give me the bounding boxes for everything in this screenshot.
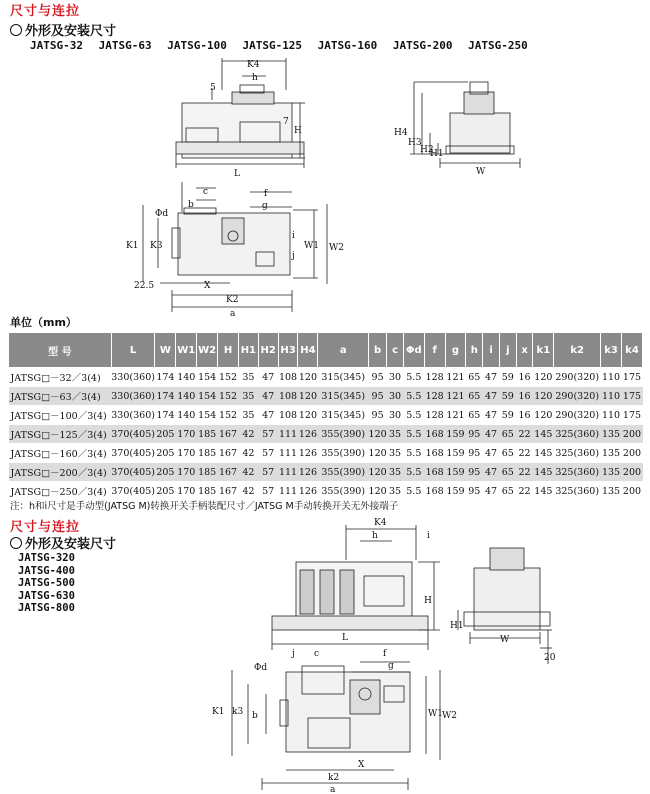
value-cell: 47 <box>483 368 500 387</box>
value-cell: 126 <box>298 482 318 501</box>
dim-label: k2 <box>328 773 340 783</box>
column-header: k4 <box>621 333 642 368</box>
value-cell: 290(320) <box>554 368 601 387</box>
dim-label: L <box>234 169 240 179</box>
value-cell: 95 <box>369 406 387 425</box>
table-row <box>9 425 643 444</box>
column-header: x <box>516 333 533 368</box>
value-cell: 111 <box>278 444 298 463</box>
dim-label: K2 <box>226 295 239 305</box>
value-cell: 205 <box>155 463 176 482</box>
value-cell: 30 <box>387 387 404 406</box>
value-cell: 205 <box>155 482 176 501</box>
value-cell: 120 <box>369 425 387 444</box>
section1-subtitle-text: 外形及安装尺寸 <box>25 24 117 39</box>
value-cell: 16 <box>516 368 533 387</box>
dim-label: H1 <box>430 149 444 159</box>
model-name: JATSG-125 <box>242 39 303 52</box>
value-cell: 120 <box>298 406 318 425</box>
value-cell: 159 <box>445 444 466 463</box>
value-cell: 16 <box>516 387 533 406</box>
value-cell: 175 <box>621 406 642 425</box>
value-cell: 167 <box>218 463 239 482</box>
column-header: L <box>111 333 155 368</box>
value-cell: 145 <box>533 482 554 501</box>
value-cell: 145 <box>533 444 554 463</box>
dim-label: i <box>292 231 295 241</box>
value-cell: 200 <box>621 444 642 463</box>
value-cell: 35 <box>238 368 258 387</box>
dim-label: H3 <box>408 138 422 148</box>
value-cell: 128 <box>424 406 445 425</box>
dim-label: a <box>230 309 236 319</box>
value-cell: 159 <box>445 463 466 482</box>
value-cell: 110 <box>601 368 622 387</box>
value-cell: 59 <box>499 387 516 406</box>
model-cell: JATSG□－63／3(4) <box>9 387 112 406</box>
value-cell: 47 <box>483 482 500 501</box>
value-cell: 95 <box>466 482 483 501</box>
value-cell: 290(320) <box>554 406 601 425</box>
value-cell: 325(360) <box>554 463 601 482</box>
value-cell: 65 <box>466 387 483 406</box>
value-cell: 5.5 <box>403 368 424 387</box>
value-cell: 95 <box>369 387 387 406</box>
value-cell: 140 <box>176 406 197 425</box>
value-cell: 47 <box>483 463 500 482</box>
value-cell: 140 <box>176 368 197 387</box>
value-cell: 47 <box>258 368 278 387</box>
value-cell: 135 <box>601 482 622 501</box>
circle-bullet-icon <box>10 537 22 549</box>
value-cell: 205 <box>155 444 176 463</box>
value-cell: 152 <box>218 368 239 387</box>
value-cell: 355(390) <box>318 482 369 501</box>
value-cell: 325(360) <box>554 425 601 444</box>
model-cell: JATSG□－200／3(4) <box>9 463 112 482</box>
value-cell: 330(360) <box>111 368 155 387</box>
value-cell: 95 <box>369 368 387 387</box>
column-header: H <box>218 333 239 368</box>
value-cell: 126 <box>298 463 318 482</box>
value-cell: 185 <box>197 425 218 444</box>
value-cell: 47 <box>483 387 500 406</box>
value-cell: 108 <box>278 406 298 425</box>
value-cell: 140 <box>176 387 197 406</box>
value-cell: 315(345) <box>318 368 369 387</box>
value-cell: 168 <box>424 463 445 482</box>
value-cell: 168 <box>424 425 445 444</box>
value-cell: 35 <box>238 387 258 406</box>
value-cell: 5.5 <box>403 425 424 444</box>
value-cell: 95 <box>466 425 483 444</box>
value-cell: 170 <box>176 444 197 463</box>
dim-label: f <box>264 189 268 199</box>
value-cell: 47 <box>483 406 500 425</box>
value-cell: 128 <box>424 387 445 406</box>
model-name: JATSG-100 <box>167 39 227 52</box>
value-cell: 110 <box>601 387 622 406</box>
value-cell: 330(360) <box>111 406 155 425</box>
value-cell: 111 <box>278 463 298 482</box>
dim-label: W1 <box>428 709 443 719</box>
model-name: JATSG-800 <box>18 602 75 614</box>
column-header: f <box>424 333 445 368</box>
column-header: W1 <box>176 333 197 368</box>
value-cell: 121 <box>445 368 466 387</box>
side-view-small <box>410 82 520 168</box>
value-cell: 170 <box>176 463 197 482</box>
table-note: 注：h和i尺寸是手动型(JATSG M)转换开关手柄装配尺寸／JATSG M手动转换开关无外接端子 <box>10 501 399 512</box>
value-cell: 120 <box>533 387 554 406</box>
dim-label: b <box>188 200 194 210</box>
plan-view-large <box>232 662 440 790</box>
value-cell: 30 <box>387 406 404 425</box>
model-cell: JATSG□－250／3(4) <box>9 482 112 501</box>
value-cell: 185 <box>197 463 218 482</box>
dim-label: W2 <box>329 243 344 253</box>
value-cell: 370(405) <box>111 425 155 444</box>
value-cell: 152 <box>218 406 239 425</box>
value-cell: 120 <box>533 406 554 425</box>
dim-label: K4 <box>247 60 260 70</box>
value-cell: 370(405) <box>111 444 155 463</box>
value-cell: 168 <box>424 444 445 463</box>
dim-label: Φd <box>254 663 268 673</box>
value-cell: 205 <box>155 425 176 444</box>
value-cell: 111 <box>278 482 298 501</box>
model-cell: JATSG□－32／3(4) <box>9 368 112 387</box>
value-cell: 57 <box>258 463 278 482</box>
value-cell: 185 <box>197 444 218 463</box>
column-header: H2 <box>258 333 278 368</box>
dim-label: W1 <box>304 241 319 251</box>
model-name: JATSG-500 <box>18 577 75 589</box>
table-header-row <box>9 333 643 368</box>
dim-label: K1 <box>126 241 139 251</box>
dim-label: W2 <box>442 711 457 721</box>
value-cell: 355(390) <box>318 425 369 444</box>
value-cell: 200 <box>621 425 642 444</box>
value-cell: 121 <box>445 387 466 406</box>
value-cell: 95 <box>466 463 483 482</box>
dim-label: h <box>252 73 258 83</box>
section2-subtitle <box>10 533 116 552</box>
value-cell: 57 <box>258 425 278 444</box>
value-cell: 120 <box>369 444 387 463</box>
column-header: g <box>445 333 466 368</box>
value-cell: 42 <box>238 463 258 482</box>
value-cell: 154 <box>197 387 218 406</box>
value-cell: 154 <box>197 406 218 425</box>
table-row <box>9 406 643 425</box>
value-cell: 59 <box>499 368 516 387</box>
column-header: k3 <box>601 333 622 368</box>
value-cell: 57 <box>258 444 278 463</box>
value-cell: 65 <box>499 444 516 463</box>
value-cell: 57 <box>258 482 278 501</box>
dim-label: j <box>292 649 295 659</box>
dim-label: i <box>427 531 430 541</box>
value-cell: 5.5 <box>403 406 424 425</box>
section2-subtitle-text: 外形及安装尺寸 <box>25 537 117 552</box>
column-header: k1 <box>533 333 554 368</box>
value-cell: 120 <box>298 387 318 406</box>
value-cell: 22 <box>516 463 533 482</box>
value-cell: 170 <box>176 482 197 501</box>
value-cell: 42 <box>238 482 258 501</box>
value-cell: 42 <box>238 444 258 463</box>
column-header: H1 <box>238 333 258 368</box>
column-header: b <box>369 333 387 368</box>
model-name: JATSG-630 <box>18 589 75 602</box>
value-cell: 47 <box>483 444 500 463</box>
value-cell: 47 <box>258 406 278 425</box>
dim-label: k3 <box>232 707 244 717</box>
dim-label: W <box>476 167 486 177</box>
value-cell: 65 <box>466 406 483 425</box>
value-cell: 121 <box>445 406 466 425</box>
dim-label: g <box>388 661 394 671</box>
value-cell: 135 <box>601 425 622 444</box>
dim-label: L <box>342 633 348 643</box>
dim-label: h <box>372 531 378 541</box>
column-header: H4 <box>298 333 318 368</box>
dim-label: X <box>204 281 211 291</box>
table-row <box>9 387 643 406</box>
value-cell: 175 <box>621 368 642 387</box>
value-cell: 65 <box>499 425 516 444</box>
value-cell: 111 <box>278 425 298 444</box>
value-cell: 35 <box>387 425 404 444</box>
dim-label: K3 <box>150 241 163 251</box>
dim-label: H <box>294 126 302 136</box>
value-cell: 35 <box>238 406 258 425</box>
column-header: i <box>483 333 500 368</box>
dim-label: 5 <box>210 83 216 93</box>
value-cell: 65 <box>499 463 516 482</box>
column-header: Φd <box>403 333 424 368</box>
dim-label: a <box>330 785 336 794</box>
dim-label: 22.5 <box>134 281 155 291</box>
dim-label: H2 <box>420 145 434 155</box>
value-cell: 22 <box>516 482 533 501</box>
value-cell: 290(320) <box>554 387 601 406</box>
model-name: JATSG-250 <box>468 39 528 52</box>
value-cell: 355(390) <box>318 444 369 463</box>
value-cell: 30 <box>387 368 404 387</box>
dim-label: K1 <box>212 707 225 717</box>
value-cell: 167 <box>218 444 239 463</box>
value-cell: 315(345) <box>318 406 369 425</box>
dim-label: H <box>424 596 432 606</box>
value-cell: 35 <box>387 482 404 501</box>
section2-title: 尺寸与连拉 <box>10 520 81 535</box>
value-cell: 325(360) <box>554 482 601 501</box>
value-cell: 5.5 <box>403 444 424 463</box>
value-cell: 167 <box>218 482 239 501</box>
value-cell: 22 <box>516 444 533 463</box>
value-cell: 355(390) <box>318 463 369 482</box>
table-row <box>9 368 643 387</box>
dim-label: 20 <box>544 653 556 663</box>
value-cell: 330(360) <box>111 387 155 406</box>
column-header: a <box>318 333 369 368</box>
front-view-large <box>272 525 440 650</box>
column-header: W <box>155 333 176 368</box>
dim-label: K4 <box>374 518 387 528</box>
dim-label: Φd <box>155 209 169 219</box>
column-header: W2 <box>197 333 218 368</box>
spec-table <box>8 332 643 501</box>
value-cell: 128 <box>424 368 445 387</box>
table-row <box>9 444 643 463</box>
value-cell: 108 <box>278 387 298 406</box>
value-cell: 22 <box>516 425 533 444</box>
model-cell: JATSG□－125／3(4) <box>9 425 112 444</box>
value-cell: 145 <box>533 425 554 444</box>
dim-label: c <box>203 187 209 197</box>
unit-label: 单位（mm） <box>10 316 77 329</box>
model-cell: JATSG□－160／3(4) <box>9 444 112 463</box>
value-cell: 5.5 <box>403 387 424 406</box>
dim-label: H1 <box>450 621 464 631</box>
value-cell: 42 <box>238 425 258 444</box>
model-cell: JATSG□－100／3(4) <box>9 406 112 425</box>
value-cell: 159 <box>445 482 466 501</box>
plan-view-small <box>143 182 327 312</box>
front-view-small <box>176 58 305 168</box>
value-cell: 175 <box>621 387 642 406</box>
value-cell: 35 <box>387 463 404 482</box>
dim-label: g <box>262 201 268 211</box>
dim-label: 7 <box>283 117 289 127</box>
value-cell: 65 <box>499 482 516 501</box>
side-view-large <box>458 548 552 664</box>
dim-label: X <box>358 760 365 770</box>
value-cell: 65 <box>466 368 483 387</box>
value-cell: 200 <box>621 482 642 501</box>
value-cell: 120 <box>369 463 387 482</box>
value-cell: 135 <box>601 444 622 463</box>
dim-label: W <box>500 635 510 645</box>
model-name: JATSG-32 <box>30 39 83 52</box>
value-cell: 59 <box>499 406 516 425</box>
value-cell: 135 <box>601 463 622 482</box>
column-header: h <box>466 333 483 368</box>
value-cell: 174 <box>155 387 176 406</box>
dim-label: f <box>383 649 387 659</box>
section1-title: 尺寸与连拉 <box>10 4 81 19</box>
value-cell: 5.5 <box>403 463 424 482</box>
section2-model-list <box>18 552 75 615</box>
model-name: JATSG-200 <box>392 39 453 52</box>
value-cell: 47 <box>483 425 500 444</box>
column-header: j <box>499 333 516 368</box>
dim-label: b <box>252 711 258 721</box>
model-name: JATSG-400 <box>18 564 75 577</box>
dim-label: H4 <box>394 128 408 138</box>
value-cell: 35 <box>387 444 404 463</box>
value-cell: 154 <box>197 368 218 387</box>
value-cell: 126 <box>298 444 318 463</box>
value-cell: 174 <box>155 406 176 425</box>
value-cell: 110 <box>601 406 622 425</box>
value-cell: 145 <box>533 463 554 482</box>
value-cell: 95 <box>466 444 483 463</box>
value-cell: 200 <box>621 463 642 482</box>
column-header: k2 <box>554 333 601 368</box>
column-header: 型 号 <box>9 333 112 368</box>
value-cell: 315(345) <box>318 387 369 406</box>
value-cell: 185 <box>197 482 218 501</box>
value-cell: 16 <box>516 406 533 425</box>
model-name: JATSG-160 <box>317 39 378 52</box>
value-cell: 108 <box>278 368 298 387</box>
value-cell: 152 <box>218 387 239 406</box>
value-cell: 5.5 <box>403 482 424 501</box>
value-cell: 120 <box>533 368 554 387</box>
dim-label: c <box>314 649 320 659</box>
column-header: H3 <box>278 333 298 368</box>
column-header: c <box>387 333 404 368</box>
value-cell: 120 <box>298 368 318 387</box>
model-name: JATSG-320 <box>18 552 75 564</box>
value-cell: 120 <box>369 482 387 501</box>
value-cell: 159 <box>445 425 466 444</box>
value-cell: 370(405) <box>111 482 155 501</box>
value-cell: 170 <box>176 425 197 444</box>
value-cell: 126 <box>298 425 318 444</box>
value-cell: 167 <box>218 425 239 444</box>
value-cell: 174 <box>155 368 176 387</box>
table-row <box>9 463 643 482</box>
dim-label: j <box>292 251 295 261</box>
value-cell: 370(405) <box>111 463 155 482</box>
value-cell: 47 <box>258 387 278 406</box>
value-cell: 168 <box>424 482 445 501</box>
value-cell: 325(360) <box>554 444 601 463</box>
model-name: JATSG-63 <box>98 39 152 52</box>
